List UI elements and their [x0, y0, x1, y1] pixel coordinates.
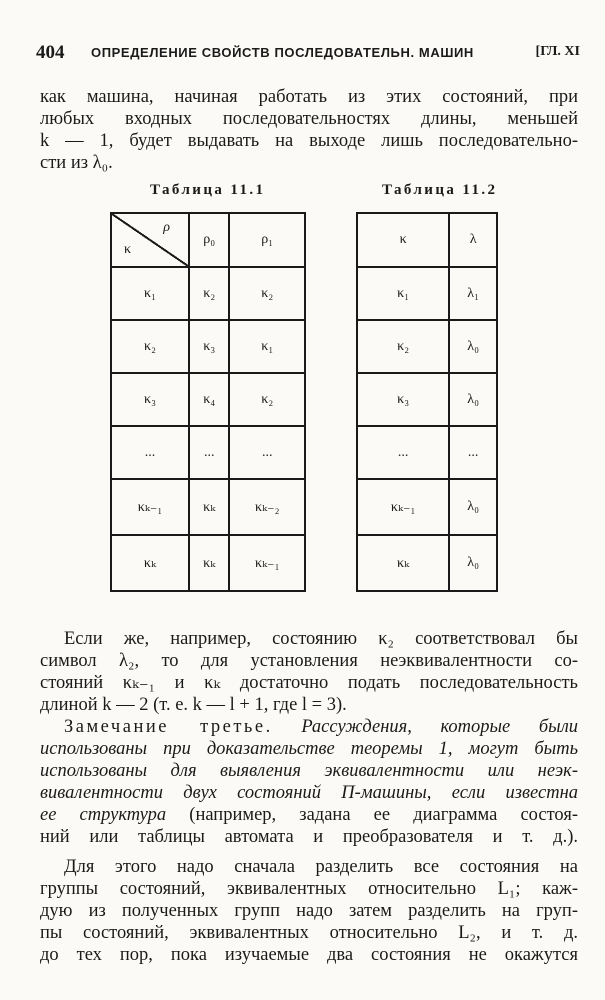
intro-line: k — 1, будет выдавать на выходе лишь последовательно- — [40, 131, 578, 151]
table-cell: κ₂ — [357, 320, 449, 373]
running-title: ОПРЕДЕЛЕНИЕ СВОЙСТВ ПОСЛЕДОВАТЕЛЬН. МАШИН — [91, 45, 474, 60]
table-cell: κ₂ — [111, 320, 189, 373]
final-line: пы состояний, эквивалентных относительно L₂, и т. д. — [40, 923, 578, 943]
table-cell: κ₁ — [357, 267, 449, 320]
corner-bottom-label: κ — [124, 242, 132, 257]
remark-line: вивалентности двух состояний П-машины, если известна — [40, 783, 578, 803]
intro-line: как машина, начиная работать из этих состояний, при — [40, 87, 578, 107]
output-table — [356, 212, 498, 592]
table-cell: κₖ₋₁ — [357, 479, 449, 535]
remark-italic: Рассуждения, которые были — [301, 717, 579, 737]
table-cell: ... — [357, 426, 449, 479]
table1-caption: Таблица 11.1 — [150, 182, 266, 198]
remark-line: ний или таблицы автомата и преобразователя и т. д.). — [40, 827, 578, 847]
table-cell: κₖ₋₂ — [229, 479, 305, 535]
page-header — [36, 42, 580, 66]
column-header: ρ₀ — [189, 213, 229, 267]
table-cell: κ₂ — [229, 267, 305, 320]
table-cell: κ₁ — [229, 320, 305, 373]
table-cell: κ₁ — [111, 267, 189, 320]
remark-text: (например, задана ее диаграмма состоя- — [189, 805, 578, 825]
final-line: дую из полученных групп надо затем разделить на груп- — [40, 901, 578, 921]
table-cell: κ₄ — [189, 373, 229, 426]
table-cell: ... — [229, 426, 305, 479]
remark-line — [64, 716, 578, 738]
table-cell: κ₃ — [189, 320, 229, 373]
table-cell: λ₀ — [449, 320, 497, 373]
table-cell: λ₀ — [449, 479, 497, 535]
final-line: до тех пор, пока изучаемые два состояния не окажутся — [40, 945, 578, 965]
final-line: Для этого надо сначала разделить все состояния на — [64, 857, 578, 877]
body-line: стояний κₖ₋₁ и κₖ достаточно подать последовательность — [40, 673, 578, 693]
table-cell: κₖ — [111, 535, 189, 591]
transition-table — [110, 212, 306, 592]
table2-caption: Таблица 11.2 — [382, 182, 498, 198]
column-header: ρ₁ — [229, 213, 305, 267]
table-cell: λ₀ — [449, 373, 497, 426]
remark-line: использованы для выявления эквивалентности или неэк- — [40, 761, 578, 781]
table-cell: κ₃ — [357, 373, 449, 426]
remark-italic: ее структура — [40, 805, 167, 825]
table-cell: ... — [189, 426, 229, 479]
body-line: символ λ₂, то для установления неэквивалентности со- — [40, 651, 578, 671]
remark-heading: Замечание третье. — [64, 717, 273, 737]
table-cell: κ₂ — [229, 373, 305, 426]
final-line: группы состояний, эквивалентных относительно L₁; каж- — [40, 879, 578, 899]
remark-line: использованы при доказательстве теоремы 1, могут быть — [40, 739, 578, 759]
column-header: λ — [449, 213, 497, 267]
table-cell: κₖ — [189, 479, 229, 535]
table-cell: λ₁ — [449, 267, 497, 320]
chapter-label: [ГЛ. XI — [535, 44, 580, 59]
remark-line — [40, 804, 578, 826]
corner-top-label: ρ — [163, 220, 170, 235]
intro-line: сти из λ₀. — [40, 153, 113, 173]
table-cell: κ₂ — [189, 267, 229, 320]
page-number: 404 — [36, 42, 65, 63]
table-cell: λ₀ — [449, 535, 497, 591]
table-cell: κₖ₋₁ — [111, 479, 189, 535]
table-cell: ... — [449, 426, 497, 479]
table-cell: ... — [111, 426, 189, 479]
body-line: Если же, например, состоянию κ₂ соответствовал бы — [64, 629, 578, 649]
table-cell: κₖ — [357, 535, 449, 591]
intro-line: любых входных последовательностях длины, меньшей — [40, 109, 578, 129]
body-line: длиной k — 2 (т. е. k — l + 1, где l = 3). — [40, 695, 347, 715]
table-cell: κₖ₋₁ — [229, 535, 305, 591]
table-cell: κ₃ — [111, 373, 189, 426]
column-header: κ — [357, 213, 449, 267]
table-cell: κₖ — [189, 535, 229, 591]
corner-cell — [111, 213, 189, 267]
